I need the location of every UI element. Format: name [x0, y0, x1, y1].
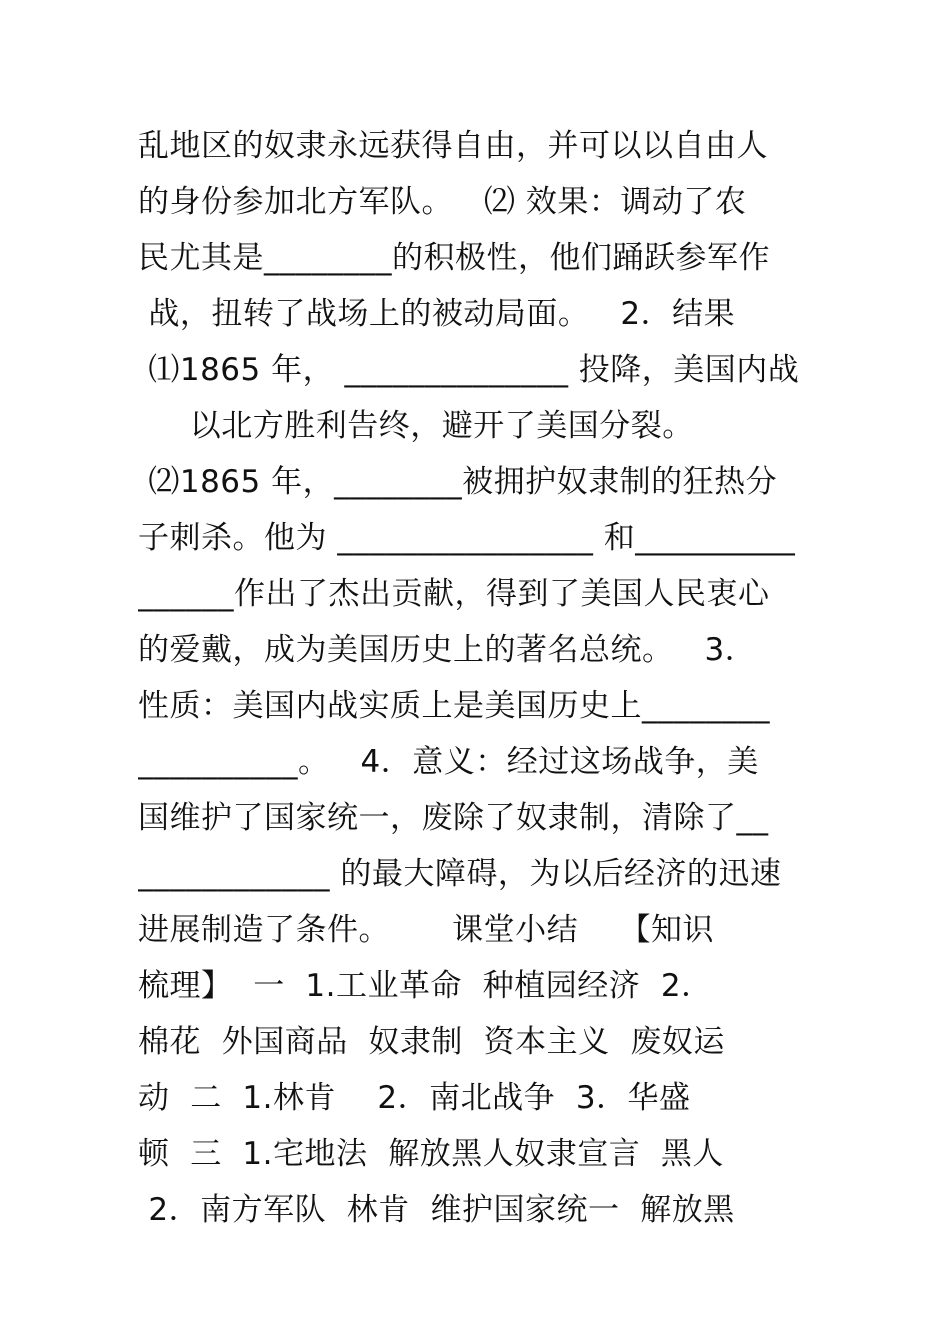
text-line: ____________ 的最大障碍，为以后经济的迅速 — [138, 856, 782, 892]
text-line: 梳理】 一 1.工业革命 种植园经济 2． — [138, 968, 713, 1004]
text-line: 以北方胜利告终，避开了美国分裂。 — [138, 408, 694, 444]
text-line: 性质：美国内战实质上是美国历史上________ — [138, 688, 770, 724]
text-line: ______作出了杰出贡献，得到了美国人民衷心 — [138, 576, 770, 612]
text-line: 2．南方军队 林肯 维护国家统一 解放黑 — [138, 1192, 735, 1228]
text-line: 乱地区的奴隶永远获得自由，并可以以自由人 — [138, 128, 768, 164]
text-line: 国维护了国家统一，废除了奴隶制，清除了__ — [138, 800, 769, 836]
text-line: 民尤其是________的积极性，他们踊跃参军作 — [138, 240, 770, 276]
text-line: ⑵1865 年，________被拥护奴隶制的狂热分 — [138, 464, 778, 500]
text-line: 的身份参加北方军队。 ⑵ 效果：调动了农 — [138, 184, 747, 220]
text-line: __________。 4．意义：经过这场战争，美 — [138, 744, 759, 780]
text-line: 棉花 外国商品 奴隶制 资本主义 废奴运 — [138, 1024, 725, 1060]
text-line: 进展制造了条件。 课堂小结 【知识 — [138, 912, 715, 948]
text-line: ⑴1865 年， ______________ 投降，美国内战 — [138, 352, 800, 388]
text-line: 子刺杀。他为 ________________ 和__________ — [138, 520, 796, 556]
text-line: 战，扭转了战场上的被动局面。 2．结果 — [138, 296, 736, 332]
text-line: 的爱戴，成为美国历史上的著名总统。 3． — [138, 632, 757, 668]
text-line: 动 二 1.林肯 2．南北战争 3．华盛 — [138, 1080, 691, 1116]
text-line: 顿 三 1.宅地法 解放黑人奴隶宣言 黑人 — [138, 1136, 724, 1172]
